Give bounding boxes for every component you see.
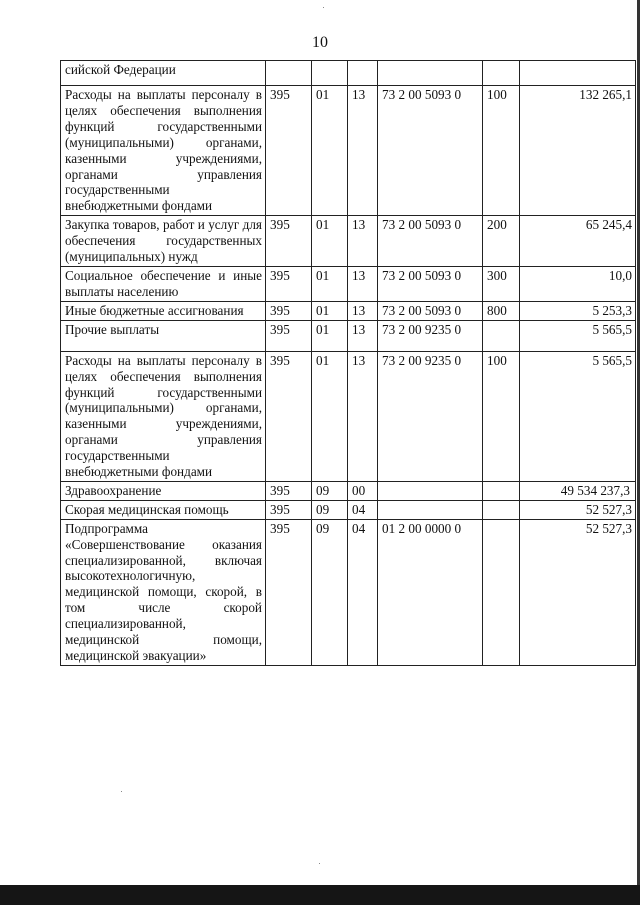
- row-vr: [483, 500, 520, 519]
- row-ved: 395: [266, 216, 312, 267]
- row-vr: [483, 320, 520, 351]
- row-csr: 73 2 00 5093 0: [378, 266, 483, 301]
- row-csr: 73 2 00 5093 0: [378, 86, 483, 216]
- table-row: [61, 481, 636, 500]
- row-name: Расходы на выплаты персоналу в целях обеспечения выполнения функций государственными (муниципальными) органами, казенными учреждениями, органами управления государственными внебюджетными фондами: [61, 86, 266, 216]
- row-sum: 65 245,4: [520, 216, 636, 267]
- table-row: [61, 320, 636, 351]
- table-row: [61, 351, 636, 481]
- row-vr: 100: [483, 351, 520, 481]
- row-name: Подпрограмма «Совершенствование оказания специализированной, включая высокотехнологичную, медицинской помощи, скорой, в том числе скорой специализированной, медицинской помощи, медицинской эвакуации»: [61, 519, 266, 665]
- row-ved: 395: [266, 86, 312, 216]
- row-name: Социальное обеспечение и иные выплаты населению: [61, 266, 266, 301]
- row-name: Прочие выплаты: [61, 320, 266, 351]
- row-rz: 09: [312, 500, 348, 519]
- row-sum: 52 527,3: [520, 500, 636, 519]
- row-rz: 01: [312, 351, 348, 481]
- row-csr: [378, 481, 483, 500]
- row-pr: [348, 61, 378, 86]
- row-pr: 04: [348, 519, 378, 665]
- row-name: сийской Федерации: [61, 61, 266, 86]
- row-sum: 49 534 237,3: [520, 481, 636, 500]
- row-pr: 13: [348, 320, 378, 351]
- scan-bottom-edge: [0, 885, 640, 905]
- row-pr: 00: [348, 481, 378, 500]
- row-vr: [483, 61, 520, 86]
- row-name: Закупка товаров, работ и услуг для обеспечения государственных (муниципальных) нужд: [61, 216, 266, 267]
- row-rz: [312, 61, 348, 86]
- row-csr: 73 2 00 9235 0: [378, 320, 483, 351]
- row-ved: 395: [266, 481, 312, 500]
- row-name: Здравоохранение: [61, 481, 266, 500]
- row-ved: 395: [266, 320, 312, 351]
- row-rz: 01: [312, 86, 348, 216]
- row-pr: 13: [348, 216, 378, 267]
- row-pr: 13: [348, 86, 378, 216]
- row-sum: 5 565,5: [520, 320, 636, 351]
- row-vr: [483, 519, 520, 665]
- scan-speck: [319, 863, 320, 864]
- row-ved: 395: [266, 266, 312, 301]
- row-rz: 01: [312, 266, 348, 301]
- row-vr: 200: [483, 216, 520, 267]
- row-csr: [378, 61, 483, 86]
- row-sum: 5 253,3: [520, 301, 636, 320]
- row-pr: 04: [348, 500, 378, 519]
- row-pr: 13: [348, 266, 378, 301]
- row-sum: 5 565,5: [520, 351, 636, 481]
- scan-speck: [323, 7, 324, 8]
- budget-table: [60, 60, 636, 666]
- row-ved: 395: [266, 519, 312, 665]
- table-row: [61, 61, 636, 86]
- row-vr: 800: [483, 301, 520, 320]
- row-csr: 73 2 00 5093 0: [378, 216, 483, 267]
- budget-table-body: [61, 61, 636, 666]
- scan-speck: [121, 791, 122, 792]
- row-name: Иные бюджетные ассигнования: [61, 301, 266, 320]
- row-pr: 13: [348, 351, 378, 481]
- table-row: [61, 301, 636, 320]
- row-rz: 01: [312, 216, 348, 267]
- table-row: [61, 500, 636, 519]
- page-number: 10: [312, 34, 328, 51]
- row-sum: [520, 61, 636, 86]
- row-sum: 10,0: [520, 266, 636, 301]
- table-row: [61, 519, 636, 665]
- row-name: Скорая медицинская помощь: [61, 500, 266, 519]
- row-csr: 73 2 00 5093 0: [378, 301, 483, 320]
- row-csr: 01 2 00 0000 0: [378, 519, 483, 665]
- row-ved: [266, 61, 312, 86]
- table-row: [61, 216, 636, 267]
- row-ved: 395: [266, 301, 312, 320]
- row-ved: 395: [266, 351, 312, 481]
- row-vr: 100: [483, 86, 520, 216]
- row-vr: [483, 481, 520, 500]
- row-csr: 73 2 00 9235 0: [378, 351, 483, 481]
- row-rz: 09: [312, 481, 348, 500]
- row-vr: 300: [483, 266, 520, 301]
- row-ved: 395: [266, 500, 312, 519]
- row-sum: 132 265,1: [520, 86, 636, 216]
- row-rz: 09: [312, 519, 348, 665]
- row-pr: 13: [348, 301, 378, 320]
- row-rz: 01: [312, 301, 348, 320]
- row-name: Расходы на выплаты персоналу в целях обеспечения выполнения функций государственными (муниципальными) органами, казенными учреждениями, органами управления государственными внебюджетными фондами: [61, 351, 266, 481]
- table-row: [61, 266, 636, 301]
- row-sum: 52 527,3: [520, 519, 636, 665]
- row-csr: [378, 500, 483, 519]
- row-rz: 01: [312, 320, 348, 351]
- table-row: [61, 86, 636, 216]
